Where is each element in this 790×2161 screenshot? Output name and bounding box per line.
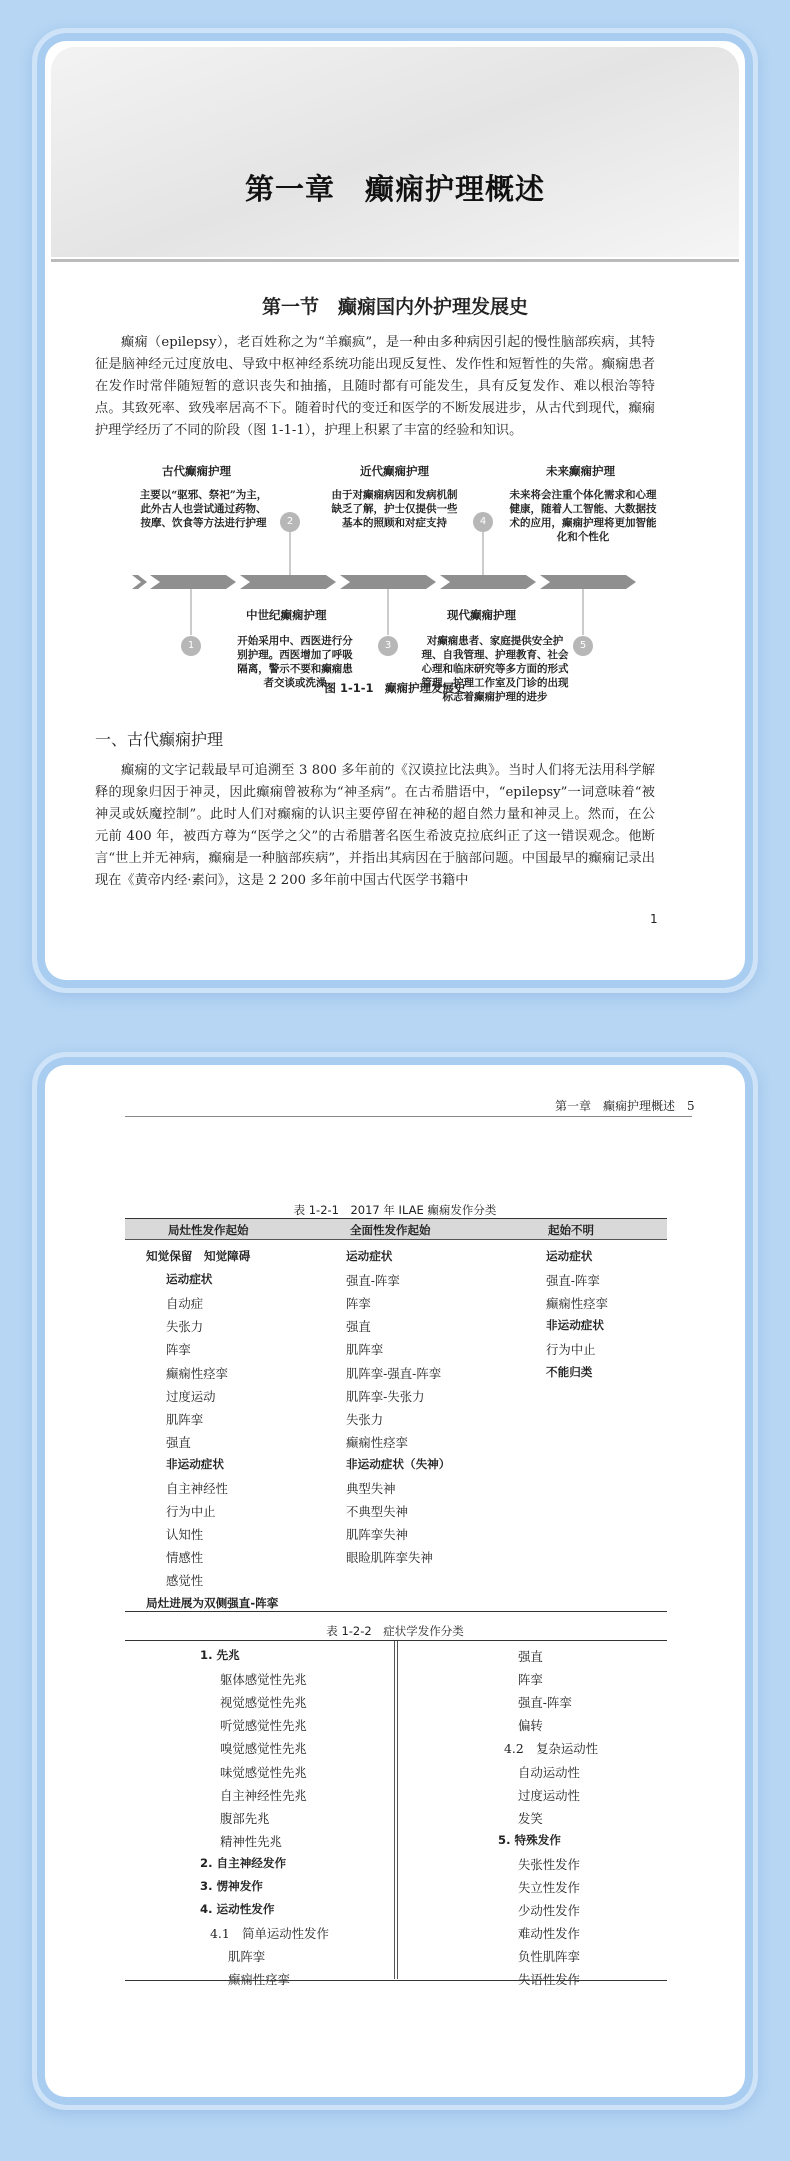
era-marker-1: 1	[181, 636, 201, 656]
era-label-modern-early: 近代癫痫护理	[360, 464, 429, 478]
table1-cell: 典型失神	[346, 1481, 396, 1496]
table2-cell: 味觉感觉性先兆	[220, 1764, 307, 1780]
table2-cell: 阵挛	[518, 1672, 543, 1688]
table1-header-focal: 局灶性发作起始	[168, 1223, 249, 1237]
subheading: 一、古代癫痫护理	[95, 730, 224, 749]
table2-cell: 躯体感觉性先兆	[220, 1672, 307, 1688]
era-label-medieval: 中世纪癫痫护理	[246, 608, 327, 622]
table2-bottom-rule	[125, 1980, 667, 1981]
table1-cell: 感觉性	[166, 1573, 204, 1589]
table1-cell: 知觉保留 知觉障碍	[146, 1249, 251, 1263]
table1-cell: 失张力	[166, 1319, 204, 1335]
table2-cell: 强直-阵挛	[518, 1695, 572, 1711]
era-label-future: 未来癫痫护理	[546, 464, 615, 478]
body-paragraph-2: 癫痫的文字记载最早可追溯至 3 800 多年前的《汉谟拉比法典》。当时人们将无法用科学解释的现象归因于神灵，因此癫痫曾被称为“神圣病”。在古希腊语中，“epilepsy”一词意味着“被神灵或妖魔控制”。此时人们对癫痫的认识主要停留在神秘的超自然力量和神灵上。然而，在公元前 400 年，被西方尊为“医学之父”的古希腊著名医生希波克拉底纠正了这一错误观念。他断言“世上并无神病，癫痫是一种脑部疾病”，并指出其病因在于脑部问题。中国最早的癫痫记录出现在《黄帝内经·素问》，这是 2 200 多年前中国古代医学书籍中	[95, 763, 655, 888]
table1-cell: 运动症状	[166, 1272, 213, 1287]
table2-divider	[394, 1641, 398, 1979]
table1-cell: 认知性	[166, 1527, 204, 1543]
table2-cell: 自动运动性	[518, 1764, 580, 1780]
era-marker-4: 4	[473, 512, 493, 532]
table2-cell: 精神性先兆	[220, 1833, 282, 1849]
table2-cell: 强直	[518, 1649, 543, 1664]
table1-cell: 肌阵挛失神	[346, 1527, 408, 1543]
table1-cell: 自主神经性	[166, 1481, 228, 1496]
table2-cell: 4.1 简单运动性发作	[210, 1926, 329, 1942]
table2-cell: 自主神经性先兆	[220, 1787, 307, 1803]
era-marker-5: 5	[573, 636, 593, 656]
table2-cell: 偏转	[518, 1718, 543, 1734]
table2-cell: 负性肌阵挛	[518, 1949, 580, 1965]
table1-cell: 非运动症状（失神）	[346, 1456, 451, 1471]
table2-cell: 3. 愣神发作	[200, 1879, 263, 1893]
table1-cell: 肌阵挛	[166, 1411, 204, 1427]
table1-caption: 表 1-2-1 2017 年 ILAE 癫痫发作分类	[293, 1203, 497, 1217]
table2-cell: 4.2 复杂运动性	[504, 1741, 599, 1757]
table2-cell: 5. 特殊发作	[498, 1832, 561, 1847]
table1-cell: 过度运动	[166, 1388, 216, 1404]
chapter-title: 第一章 癫痫护理概述	[244, 172, 545, 206]
era-text-contemporary: 对癫痫患者、家庭提供安全护理、自我管理、护理教育、社会心理和临床研究等多方面的形式管理。护理工作室及门诊的出现标志着癫痫护理的进步	[421, 635, 569, 703]
table2-cell: 发笑	[518, 1810, 543, 1826]
table2-cell: 1. 先兆	[200, 1648, 240, 1662]
era-text-medieval: 开始采用中、西医进行分别护理。西医增加了呼吸隔离，警示不要和癫痫患者交谈或洗澡	[237, 635, 353, 689]
table2-cell: 嗅觉感觉性先兆	[220, 1741, 307, 1757]
table2-cell: 难动性发作	[518, 1926, 580, 1942]
table1-cell: 眼睑肌阵挛失神	[346, 1550, 433, 1566]
table1-cell: 阵挛	[346, 1296, 371, 1312]
era-label-contemporary: 现代癫痫护理	[447, 608, 516, 622]
table1-cell: 非运动症状	[546, 1318, 604, 1333]
table1-header-generalized: 全面性发作起始	[350, 1223, 431, 1237]
table1-cell: 癫痫性痉挛	[546, 1296, 608, 1312]
table1-cell: 失张力	[346, 1411, 384, 1427]
era-text-future: 未来将会注重个体化需求和心理健康，随着人工智能、大数据技术的应用，癫痫护理将更加智能化和个性化	[509, 489, 657, 543]
table2-cell: 失立性发作	[518, 1880, 580, 1895]
table2-caption: 表 1-2-2 症状学发作分类	[326, 1624, 464, 1638]
table1-cell: 阵挛	[166, 1342, 191, 1358]
table2-cell: 失语性发作	[518, 1972, 580, 1988]
era-text-ancient: 主要以“驱邪、祭祀”为主，此外古人也尝试通过药物、按摩、饮食等方法进行护理	[139, 489, 268, 529]
table1-cell: 强直	[346, 1319, 371, 1335]
intro-paragraph: 癫痫（epilepsy），老百姓称之为“羊癫疯”，是一种由多种病因引起的慢性脑部疾病，其特征是脑神经元过度放电、导致中枢神经系统功能出现反复性、发作性和短暂性的失常。癫痫患者在发作时常伴随短暂的意识丧失和抽搐，且随时都有可能发生，具有反复发作、难以根治等特点。其致死率、致残率居高不下。随着时代的变迁和医学的不断发展进步，从古代到现代，癫痫护理学经历了不同的阶段（图 1-1-1），护理上积累了丰富的经验和知识。	[95, 335, 655, 438]
table1-cell: 不能归类	[546, 1364, 593, 1379]
table1-cell: 肌阵挛-强直-阵挛	[346, 1365, 442, 1381]
table1-bottom-rule	[125, 1611, 667, 1612]
running-head-rule	[125, 1116, 692, 1117]
chapter-banner	[51, 47, 739, 257]
table2-cell: 过度运动性	[518, 1787, 580, 1803]
table1-cell: 不典型失神	[346, 1504, 408, 1520]
table2-cell: 2. 自主神经发作	[200, 1855, 287, 1870]
era-text-modern-early: 由于对癫痫病因和发病机制缺乏了解，护士仅提供一些基本的照顾和对症支持	[331, 489, 458, 529]
table1-header-rule	[125, 1239, 667, 1240]
table1-cell: 癫痫性痉挛	[346, 1434, 408, 1450]
section-title: 第一节 癫痫国内外护理发展史	[261, 296, 528, 318]
table2-cell: 4. 运动性发作	[200, 1902, 275, 1917]
era-label-ancient: 古代癫痫护理	[162, 464, 231, 478]
page-number: 1	[650, 912, 658, 926]
table1-cell: 局灶进展为双侧强直-阵挛	[146, 1595, 279, 1610]
table2-cell: 癫痫性痉挛	[228, 1972, 290, 1988]
table1-cell: 行为中止	[546, 1342, 596, 1358]
figure-caption: 图 1-1-1 癫痫护理发展史	[324, 681, 466, 695]
table1-cell: 运动症状	[346, 1249, 393, 1263]
running-head: 第一章 癫痫护理概述 5	[555, 1099, 695, 1113]
table1-cell: 肌阵挛	[346, 1342, 384, 1358]
table1-cell: 非运动症状	[166, 1456, 224, 1471]
table2-cell: 听觉感觉性先兆	[220, 1718, 307, 1734]
table2-cell: 少动性发作	[518, 1903, 580, 1919]
table1-cell: 情感性	[166, 1550, 204, 1566]
table1-cell: 运动症状	[546, 1249, 593, 1263]
table1-cell: 强直	[166, 1434, 191, 1450]
table1-cell: 强直-阵挛	[546, 1273, 600, 1289]
table1-cell: 肌阵挛-失张力	[346, 1388, 425, 1404]
table2-cell: 肌阵挛	[228, 1949, 266, 1965]
table1-cell: 癫痫性痉挛	[166, 1365, 228, 1381]
table2-cell: 视觉感觉性先兆	[220, 1695, 307, 1711]
chapter-divider	[51, 259, 739, 262]
table2-cell: 失张性发作	[518, 1856, 580, 1872]
era-marker-2: 2	[280, 512, 300, 532]
table1-cell: 强直-阵挛	[346, 1273, 400, 1289]
table1-cell: 行为中止	[166, 1504, 216, 1520]
table1-header-unknown: 起始不明	[548, 1223, 594, 1237]
era-marker-3: 3	[378, 636, 398, 656]
table2-cell: 腹部先兆	[220, 1810, 270, 1826]
table1-cell: 自动症	[166, 1296, 204, 1312]
